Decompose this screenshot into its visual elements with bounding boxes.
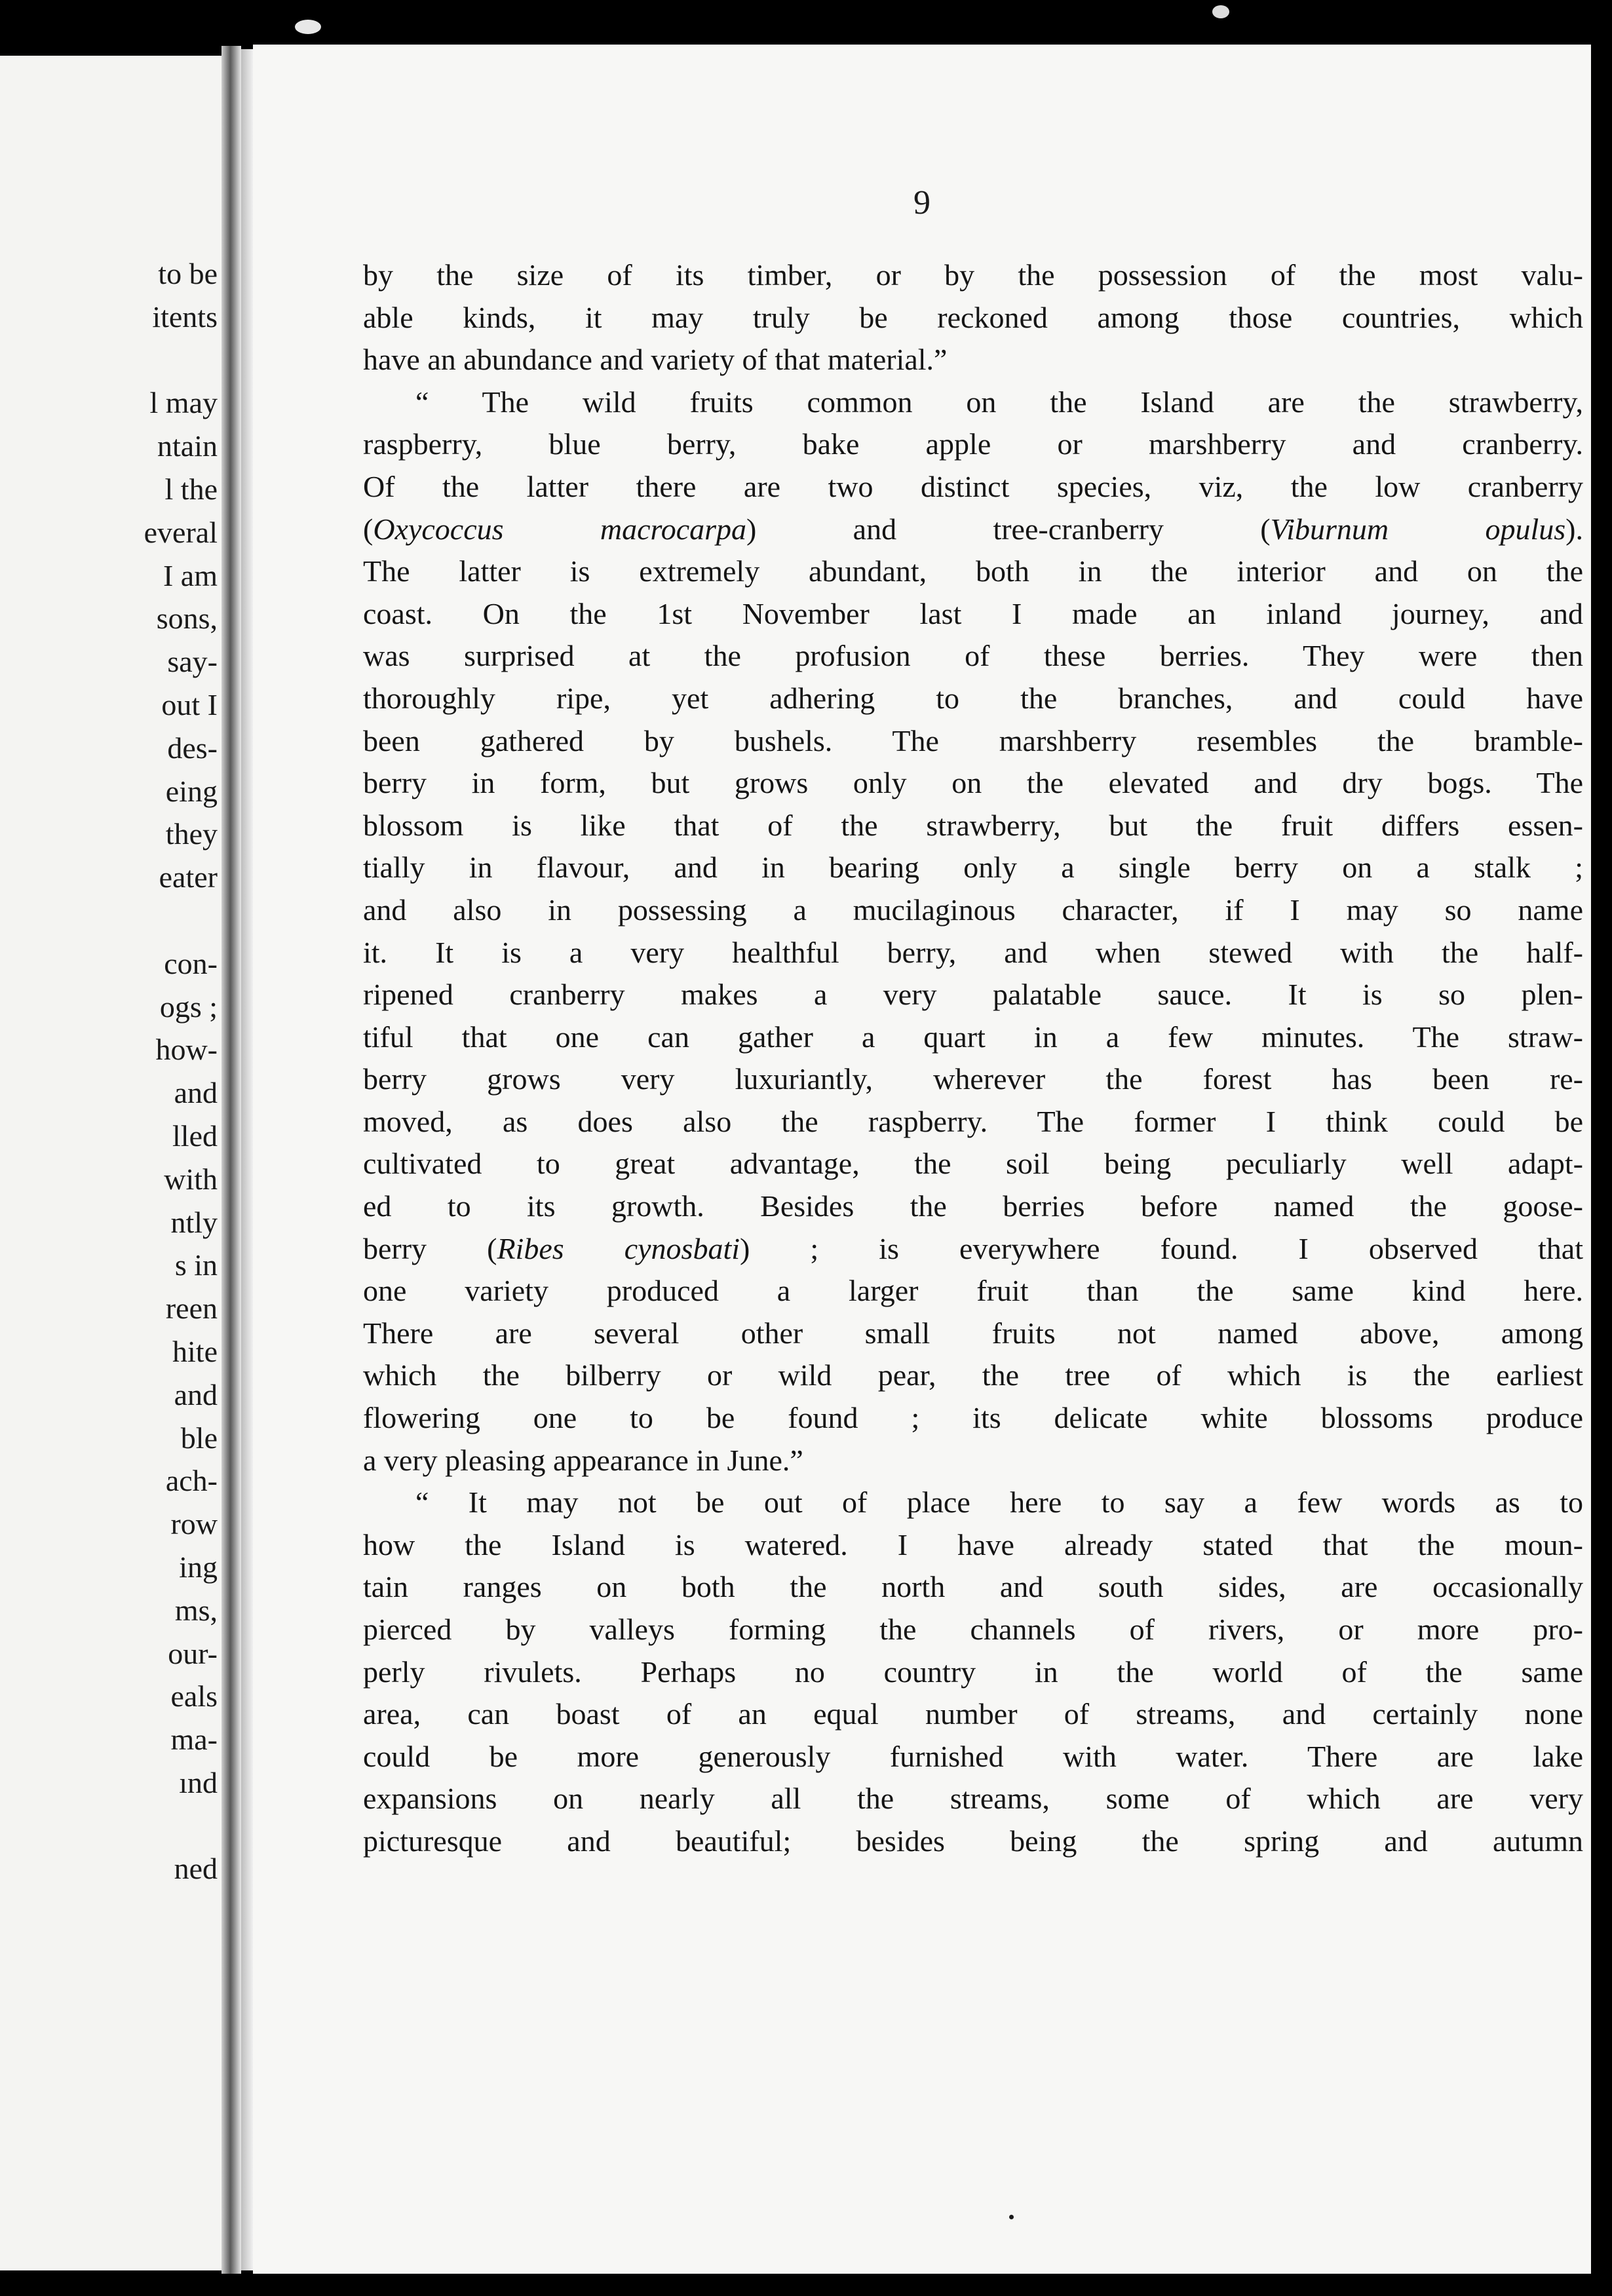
left-page-line: how-	[155, 1033, 218, 1067]
left-page-line: l the	[164, 472, 218, 506]
book-gutter	[221, 46, 241, 2274]
left-page-line: ma-	[170, 1723, 218, 1757]
left-page-line: to be	[158, 257, 218, 290]
left-page-line	[0, 339, 218, 382]
text-line: which the bilberry or wild pear, the tree of which is the earliest	[363, 1358, 1583, 1392]
text-line: raspberry, blue berry, bake apple or marshberry and cranberry.	[363, 427, 1583, 461]
text-line: able kinds, it may truly be reckoned among those countries, which	[363, 300, 1583, 334]
left-page-line: eater	[159, 860, 218, 894]
text-line: a very pleasing appearance in June.”	[363, 1443, 803, 1477]
scan-speck	[1212, 5, 1229, 18]
left-page-line	[0, 1805, 218, 1848]
left-page-line: reen	[165, 1292, 218, 1326]
text-line: ed to its growth. Besides the berries before named the goose-	[363, 1189, 1583, 1223]
text-line: by the size of its timber, or by the possession of the most valu-	[363, 258, 1583, 292]
text-line	[363, 508, 1583, 551]
text-line: how the Island is watered. I have already stated that the moun-	[363, 1527, 1583, 1561]
scan-speck	[295, 20, 321, 34]
left-page-line: ogs ;	[159, 989, 218, 1024]
left-page-line: ach-	[165, 1464, 218, 1498]
left-page-line: eals	[170, 1679, 218, 1713]
text-segment: ).	[1565, 512, 1583, 546]
text-line: pierced by valleys forming the channels of rivers, or more pro-	[363, 1613, 1583, 1646]
text-line	[363, 1228, 1583, 1271]
left-page-line: s in	[174, 1248, 218, 1282]
left-page-line: ınd	[179, 1765, 218, 1799]
text-line: tiful that one can gather a quart in a few minutes. The straw-	[363, 1020, 1583, 1054]
text-line: was surprised at the profusion of these berries. They were then	[363, 639, 1583, 673]
italic-species-name: Ribes cynosbati	[497, 1231, 740, 1265]
italic-species-name: Viburnum opulus	[1270, 512, 1566, 546]
left-page-line: ble	[180, 1421, 218, 1455]
text-line: tain ranges on both the north and south sides, are occasionally	[363, 1570, 1583, 1604]
text-segment: berry (	[363, 1231, 497, 1265]
left-page-text	[0, 252, 218, 1890]
text-line: expansions on nearly all the streams, some of which are very	[363, 1782, 1583, 1816]
scan-speck	[1009, 2215, 1014, 2219]
text-line: thoroughly ripe, yet adhering to the branches, and could have	[363, 681, 1583, 715]
left-page-line: hite	[172, 1334, 218, 1368]
text-line: one variety produced a larger fruit than the same kind here.	[363, 1274, 1583, 1308]
left-page-line: our-	[168, 1636, 218, 1670]
left-page-line: itents	[152, 299, 218, 334]
text-line: cultivated to great advantage, the soil being peculiarly well adapt-	[363, 1147, 1583, 1181]
text-line: There are several other small fruits not named above, among	[363, 1316, 1583, 1350]
left-page-line: everal	[144, 515, 218, 549]
left-page-line: ntain	[157, 429, 218, 463]
text-line: been gathered by bushels. The marshberry resembles the bramble-	[363, 723, 1583, 757]
text-line: area, can boast of an equal number of streams, and certainly none	[363, 1697, 1583, 1731]
body-text	[363, 254, 1583, 1863]
text-line: Of the latter there are two distinct species, viz, the low cranberry	[363, 469, 1583, 503]
text-line: “ It may not be out of place here to say a few words as to	[415, 1485, 1583, 1520]
left-page-line: ntly	[170, 1205, 218, 1239]
left-page-line: out I	[161, 687, 218, 721]
text-segment: ) and tree-cranberry (	[746, 512, 1271, 546]
text-line: it. It is a very healthful berry, and when stewed with the half-	[363, 935, 1583, 969]
text-line: perly rivulets. Perhaps no country in the world of the same	[363, 1655, 1583, 1689]
left-page-line: ned	[174, 1852, 218, 1886]
text-line: coast. On the 1st November last I made an inland journey, and	[363, 596, 1583, 630]
left-page-line: with	[164, 1162, 218, 1196]
text-line: have an abundance and variety of that material.”	[363, 343, 948, 377]
text-line: picturesque and beautiful; besides being the spring and autumn	[363, 1824, 1583, 1858]
left-page-line: I am	[163, 558, 218, 592]
left-page-line: con-	[164, 946, 218, 980]
left-page-line: say-	[167, 645, 218, 679]
text-line: moved, as does also the raspberry. The former I think could be	[363, 1104, 1583, 1138]
text-line: could be more generously furnished with water. There are lake	[363, 1739, 1583, 1773]
left-page-line: eing	[165, 774, 218, 808]
left-page-line: ms,	[174, 1593, 218, 1627]
left-page-line: ing	[179, 1550, 218, 1584]
text-line: The latter is extremely abundant, both in the interior and on the	[363, 554, 1583, 588]
text-segment: ) ; is everywhere found. I observed that	[740, 1231, 1583, 1265]
text-line: berry in form, but grows only on the elevated and dry bogs. The	[363, 766, 1583, 800]
left-page-line: they	[165, 817, 218, 851]
text-line: blossom is like that of the strawberry, but the fruit differs essen-	[363, 808, 1583, 842]
left-page-line	[0, 899, 218, 942]
text-line: berry grows very luxuriantly, wherever the forest has been re-	[363, 1062, 1583, 1096]
text-segment: (	[363, 512, 374, 546]
text-line: “ The wild fruits common on the Island are the strawberry,	[415, 385, 1583, 419]
italic-species-name: Oxycoccus macrocarpa	[373, 512, 747, 546]
gutter-shadow	[241, 49, 253, 2270]
text-line: flowering one to be found ; its delicate white blossoms produce	[363, 1401, 1583, 1435]
text-line: and also in possessing a mucilaginous character, if I may so name	[363, 892, 1583, 927]
text-line: ripened cranberry makes a very palatable sauce. It is so plen-	[363, 978, 1583, 1012]
main-page	[253, 45, 1591, 2274]
left-page-line: lled	[172, 1119, 218, 1153]
text-line: tially in flavour, and in bearing only a single berry on a stalk ;	[363, 851, 1583, 885]
left-page-line: des-	[167, 731, 218, 765]
left-page-line: row	[170, 1507, 218, 1541]
page-number: 9	[913, 184, 931, 221]
left-page-line: sons,	[156, 602, 218, 636]
left-facing-page	[0, 56, 229, 2270]
left-page-line: and	[174, 1076, 218, 1110]
left-page-line: and	[174, 1377, 218, 1411]
left-page-line: l may	[149, 386, 218, 420]
